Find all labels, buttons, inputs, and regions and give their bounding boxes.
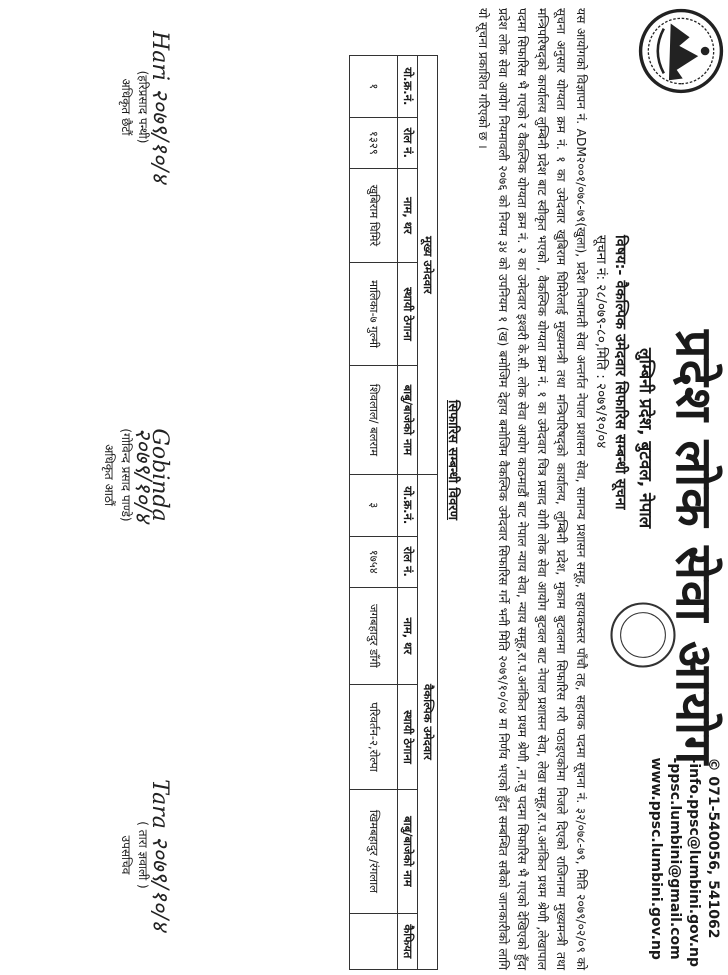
- table-cell: १७५४: [350, 536, 398, 587]
- signatory-name: (गोविन्द प्रसाद पाण्डे): [119, 428, 133, 522]
- organization-address: लुम्बिनी प्रदेश, बुटवल, नेपाल: [635, 348, 655, 529]
- table-cell: परिवर्तन-२,रोल्पा: [350, 684, 398, 789]
- alternate-candidate-group: वैकल्पिक उमेदवार: [418, 474, 438, 969]
- emblem-logo-icon: [638, 8, 724, 94]
- signature-block-3: [117, 760, 172, 950]
- signatory-title: उपसचिव: [119, 835, 133, 875]
- table-cell: खिमबहादुर /रंगलाल: [350, 790, 398, 914]
- table-cell: खुबिराम घिमिरे: [350, 168, 398, 262]
- table-row: [350, 56, 398, 970]
- organization-title: प्रदेश लोक सेवा आयोग: [665, 330, 723, 766]
- column-header: बाबु/बाजेको नाम: [398, 366, 418, 475]
- handwritten-signature: Hari २०७९/१०/४: [147, 31, 172, 183]
- column-header: यो.क्र.नं.: [398, 56, 418, 118]
- column-header: कैफियत: [398, 913, 418, 969]
- column-header: स्थायी ठेगाना: [398, 684, 418, 789]
- signatory-name: ( तारा ज्ञवाली ): [136, 821, 150, 889]
- website-link[interactable]: www.ppsc.lumbini.gov.np: [648, 757, 664, 960]
- table-group-header-row: [418, 56, 438, 970]
- handwritten-signature: Gobinda २०७९/१०/४: [130, 427, 172, 523]
- table-cell: ३: [350, 474, 398, 536]
- column-header: नाम, थर: [398, 587, 418, 684]
- table-cell: मालिका-७ गुल्मी: [350, 263, 398, 366]
- table-cell: [350, 913, 398, 969]
- phone-number: © 071-540056, 541062: [705, 757, 721, 939]
- column-header: रोल नं.: [398, 117, 418, 168]
- round-seal-stamp-icon: [608, 600, 678, 670]
- notice-subject: विषय:- वैकल्पिक उमेदवार सिफारिस सम्बन्धी सूचना: [612, 235, 628, 510]
- signatory-name: (हरिप्रसाद पन्थी): [136, 70, 150, 144]
- notice-body: यस आयोगको विज्ञापन नं. ADM२००१/०७८-७९(खुला), प्रदेश निजामती सेवा अन्तर्गत नेपाल प्रशासन सेवा, सामान्य प्रशासन समूह, सहायकस्तर पाँचौ तह, सहायक पदमा सूचना नं. ३२/०७८-७९, मिति २०७९/०२/०९ को सूचना अनुसार योग्यता क्रम नं. १ का उमेदवार खुबिराम घिमिरेलाई मुख्यमन्त्री तथा मन्त्रिपरिषद्को कार्यालय, लुम्बिनी प्रदेश, मुकाम बुटवलमा सिफारिस गरी पठाइएकोमा निजले दिएको राजिनामा मुख्यमन्त्री तथा मन्त्रिपरिषद्को कार्यालय लुम्बिनी प्रदेश बाट स्वीकृत भएको , वैकल्पिक योग्यता क्रम नं. १ का उमेदवार चित्र प्रसाद योगी लोक सेवा आयोग बुटवल बाट नेपाल प्रशासन सेवा, लेखा समूह,रा.प.अनंकित प्रथम श्रेणी ,लेखापाल पदमा सिफारिस भै गएको र वैकल्पिक योग्यता क्रम नं. २ का उमेदवार इश्वरी के.सी. लोक सेवा आयोग काठमाडौं बाट नेपाल न्याय सेवा, न्याय समूह,रा.प.अनंकित प्रथम श्रेणी ,ना.सु पदमा सिफारिस भै गएको देखिएको हुँदा प्रदेश लोक सेवा आयोग नियमावली २०७६ को नियम ३४ को उपनियम १ (ख) बमोजिम देहाय बमोजिम वैकल्पिक उमेदवार सिफारिस गर्ने भनी मिति २०७९/१०/०४ मा निर्णय भएको हुँदा सम्बन्धित सबैको जानकारीको लागि यो सूचना प्रकाशित गरिएको छ ।: [476, 8, 588, 970]
- signatory-title: अधिकृत आठौं: [102, 444, 116, 506]
- contact-block: [646, 758, 722, 967]
- table-cell: जगबहादुर डाँगी: [350, 587, 398, 684]
- table-cell: शिवलाल/ बलराम: [350, 366, 398, 475]
- column-header: रोल नं.: [398, 536, 418, 587]
- table-cell: १३२९: [350, 117, 398, 168]
- email-info[interactable]: -info.ppsc@lumbini.gov.np: [686, 757, 702, 967]
- column-header: नाम, थर: [398, 168, 418, 262]
- column-header: बाबु/बाजेको नाम: [398, 790, 418, 914]
- notice-reference: सूचना नं: २८/०७९-८०,मिति : २०७९/१०/०४: [593, 235, 609, 449]
- column-header: स्थायी ठेगाना: [398, 263, 418, 366]
- recommendation-table: [349, 55, 438, 970]
- table-title: सिफारिस सम्बन्धी विवरण: [445, 400, 460, 521]
- table-header-row: [398, 56, 418, 970]
- handwritten-signature: Tara २०७९/१०/४: [147, 779, 172, 931]
- main-candidate-group: मूख्य उमेदवार: [418, 56, 438, 475]
- table-cell: १: [350, 56, 398, 118]
- email-gmail[interactable]: -ppsc.lumbini@gmail.com: [667, 757, 683, 960]
- signature-block-2: [100, 380, 172, 570]
- signatory-title: अधिकृत छैटौं: [119, 78, 133, 136]
- column-header: यो.क्र.नं.: [398, 474, 418, 536]
- signature-block-1: [117, 22, 172, 192]
